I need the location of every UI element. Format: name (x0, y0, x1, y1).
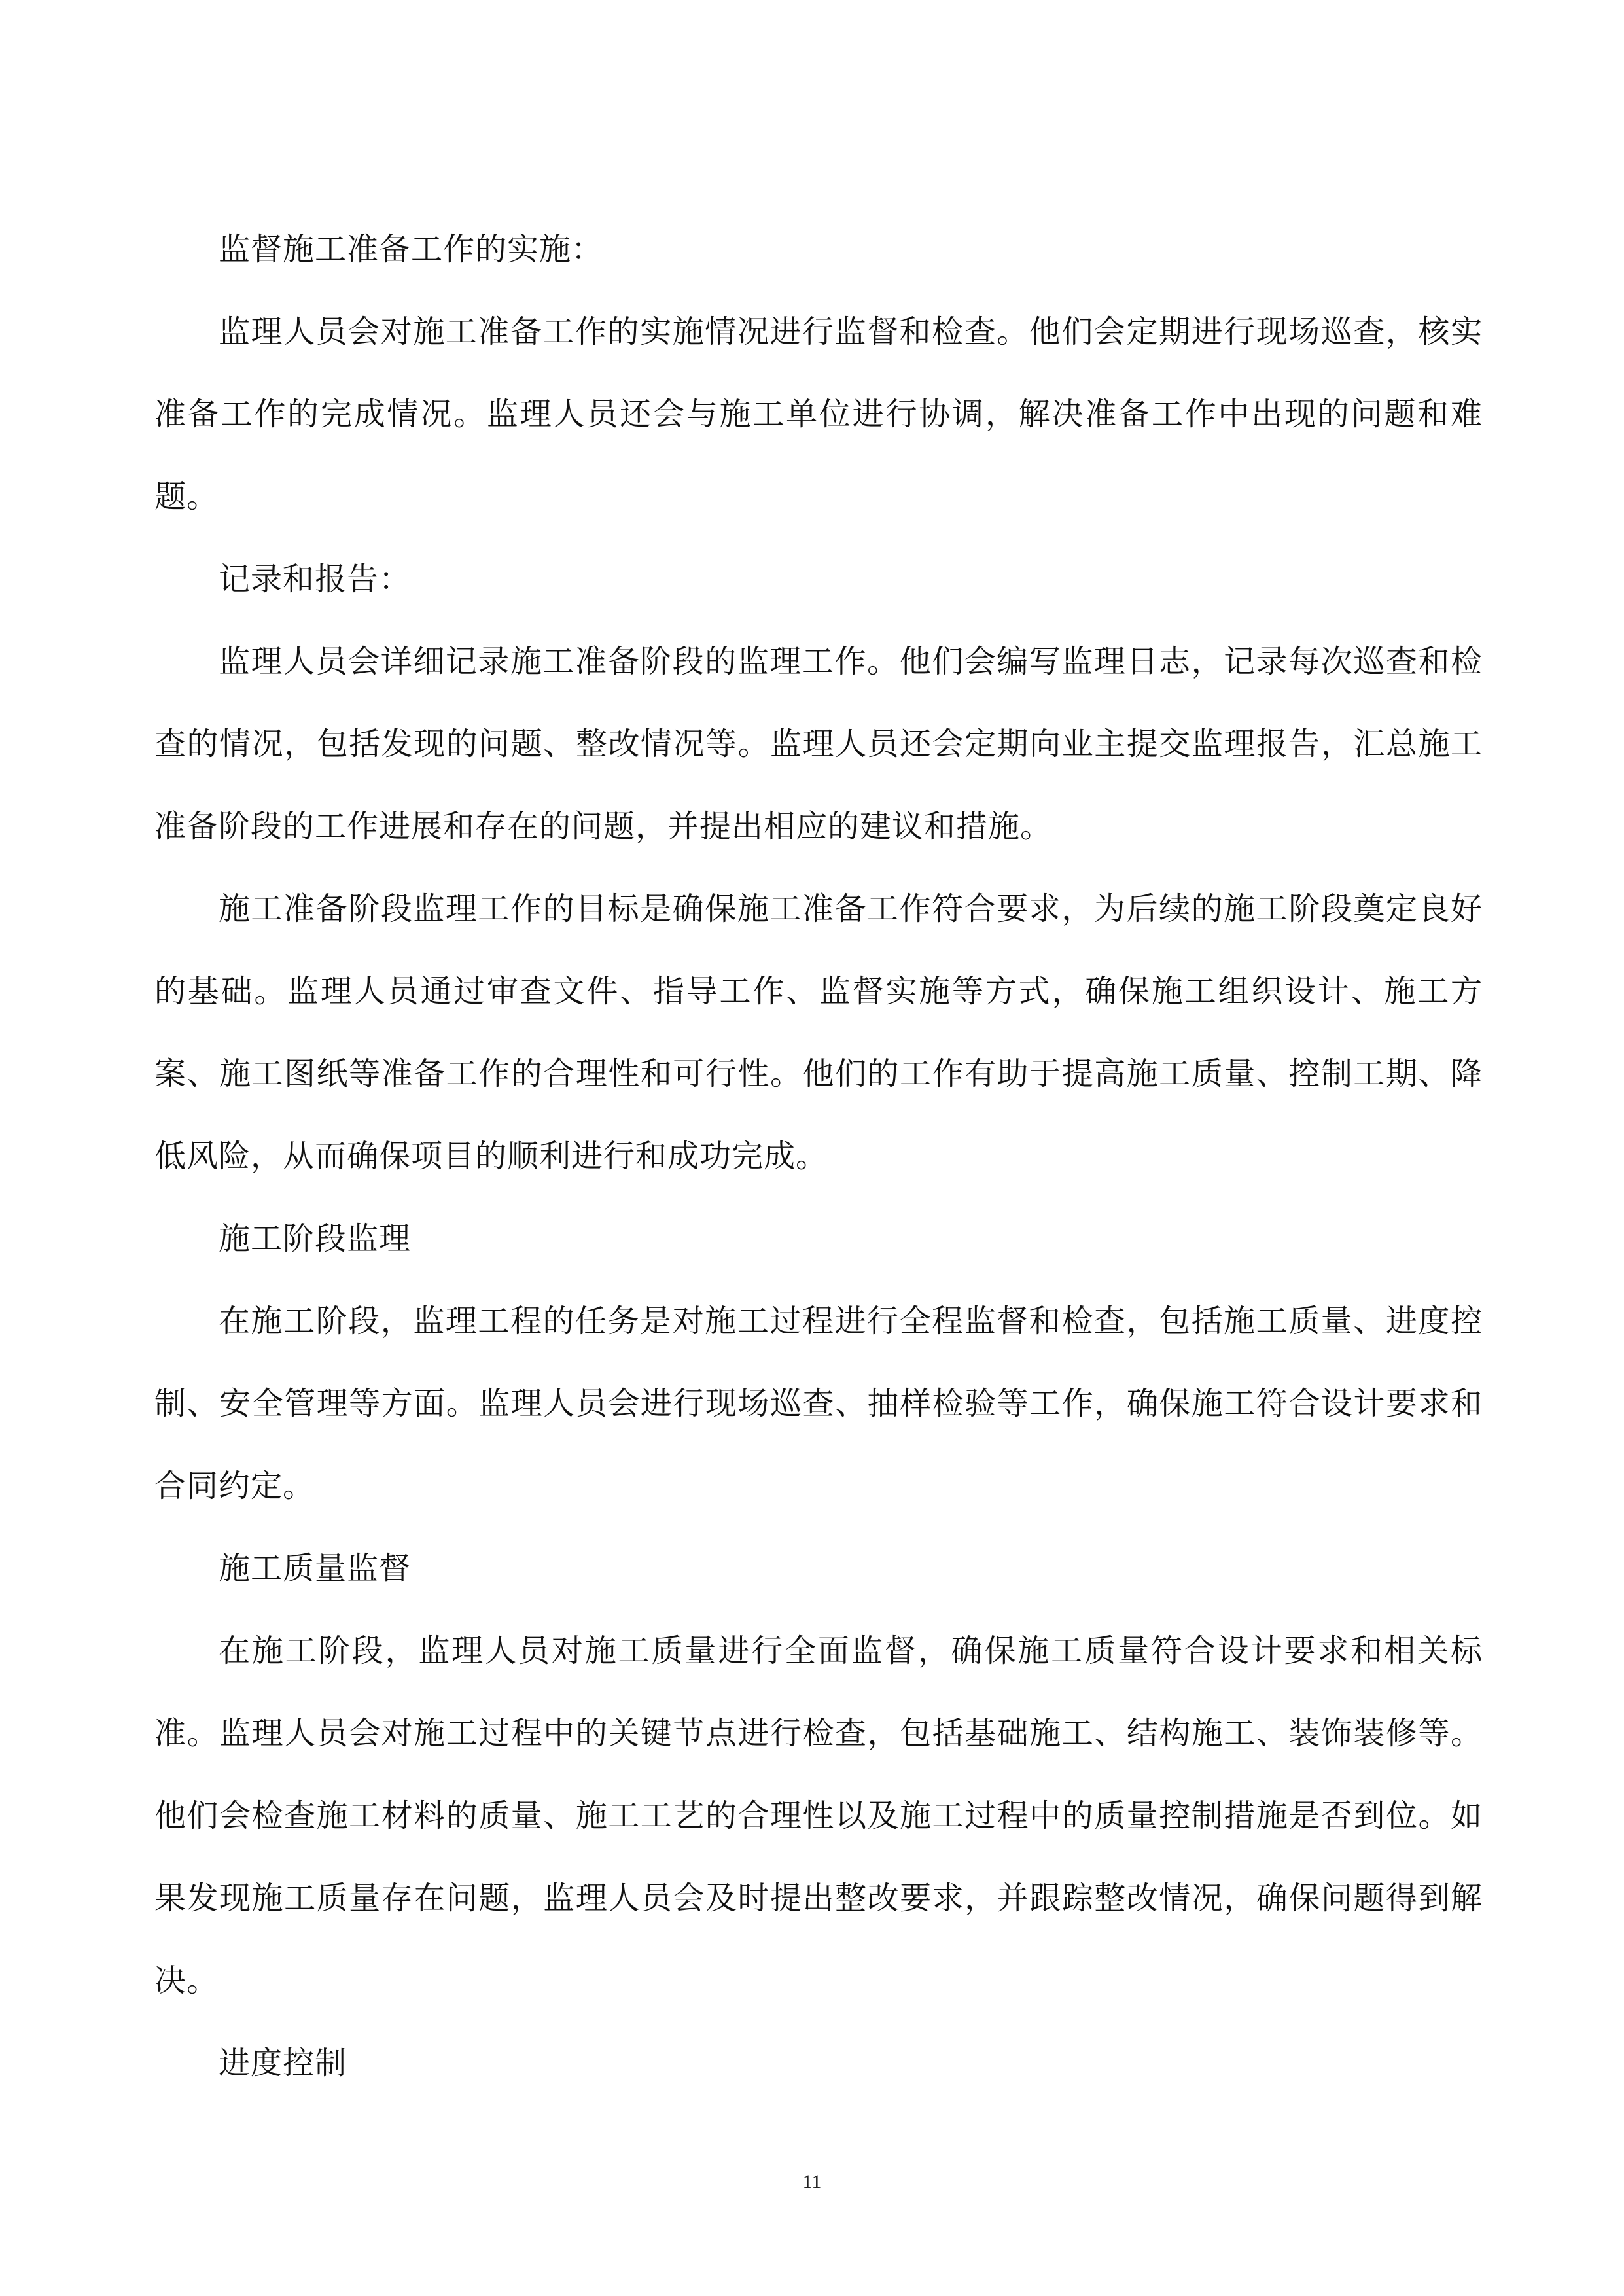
paragraph-records-reports: 监理人员会详细记录施工准备阶段的监理工作。他们会编写监理日志，记录每次巡查和检查的情况，包括发现的问题、整改情况等。监理人员还会定期向业主提交监理报告，汇总施工准备阶段的工作进展和存在的问题，并提出相应的建议和措施。 (154, 643, 1483, 845)
section-heading-records-reports: 记录和报告： (219, 561, 412, 597)
section-heading-construction-stage: 施工阶段监理 (219, 1220, 412, 1257)
section-heading-schedule-control: 进度控制 (219, 2045, 347, 2081)
paragraph-supervise-implementation: 监理人员会对施工准备工作的实施情况进行监督和检查。他们会定期进行现场巡查，核实准备工作的完成情况。监理人员还会与施工单位进行协调，解决准备工作中出现的问题和难题。 (154, 313, 1483, 515)
paragraph-quality-supervision: 在施工阶段，监理人员对施工质量进行全面监督，确保施工质量符合设计要求和相关标准。监理人员会对施工过程中的关键节点进行检查，包括基础施工、结构施工、装饰装修等。他们会检查施工材料的质量、施工工艺的合理性以及施工过程中的质量控制措施是否到位。如果发现施工质量存在问题，监理人员会及时提出整改要求，并跟踪整改情况，确保问题得到解决。 (154, 1633, 1483, 1999)
document-body (154, 208, 1483, 2104)
paragraph-preparation-goals: 施工准备阶段监理工作的目标是确保施工准备工作符合要求，为后续的施工阶段奠定良好的基础。监理人员通过审查文件、指导工作、监督实施等方式，确保施工组织设计、施工方案、施工图纸等准备工作的合理性和可行性。他们的工作有助于提高施工质量、控制工期、降低风险，从而确保项目的顺利进行和成功完成。 (154, 891, 1483, 1174)
paragraph-construction-stage: 在施工阶段，监理工程的任务是对施工过程进行全程监督和检查，包括施工质量、进度控制、安全管理等方面。监理人员会进行现场巡查、抽样检验等工作，确保施工符合设计要求和合同约定。 (154, 1303, 1483, 1504)
section-heading-quality-supervision: 施工质量监督 (219, 1550, 412, 1587)
page-number: 11 (802, 2171, 822, 2193)
section-heading-supervise-implementation: 监督施工准备工作的实施： (219, 231, 604, 268)
